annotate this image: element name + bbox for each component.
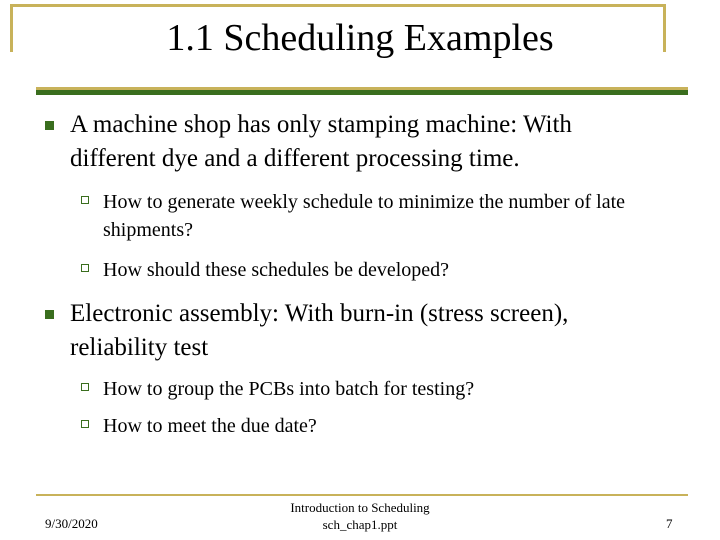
- sub-bullet-box-icon: [81, 264, 89, 272]
- footer-caption-line2: sch_chap1.ppt: [322, 517, 398, 532]
- footer-caption-line1: Introduction to Scheduling: [290, 500, 430, 515]
- bullet-text: A machine shop has only stamping machine: With different dye and a different processing time.: [70, 111, 572, 172]
- sub-bullet-box-icon: [81, 196, 89, 204]
- sub-bullet-text: How to generate weekly schedule to minimize the number of late shipments?: [103, 191, 626, 241]
- footer-divider: [36, 494, 688, 496]
- sub-bullet-text: How should these schedules be developed?: [103, 259, 450, 281]
- bullet-text: Electronic assembly: With burn-in (stress screen), reliability test: [70, 300, 569, 361]
- footer-date: 9/30/2020: [45, 516, 98, 531]
- bullet-square-icon: [45, 121, 54, 130]
- sub-bullet-text: How to meet the due date?: [103, 415, 317, 437]
- sub-bullet-box-icon: [81, 420, 89, 428]
- title-frame-top: [10, 4, 666, 7]
- sub-bullet-text: How to group the PCBs into batch for testing?: [103, 378, 475, 400]
- sub-bullet-box-icon: [81, 383, 89, 391]
- footer-page-number: 7: [666, 516, 673, 531]
- slide-title: 1.1 Scheduling Examples: [166, 17, 554, 59]
- title-divider-green: [36, 90, 688, 95]
- bullet-square-icon: [45, 310, 54, 319]
- footer-caption: [260, 499, 460, 533]
